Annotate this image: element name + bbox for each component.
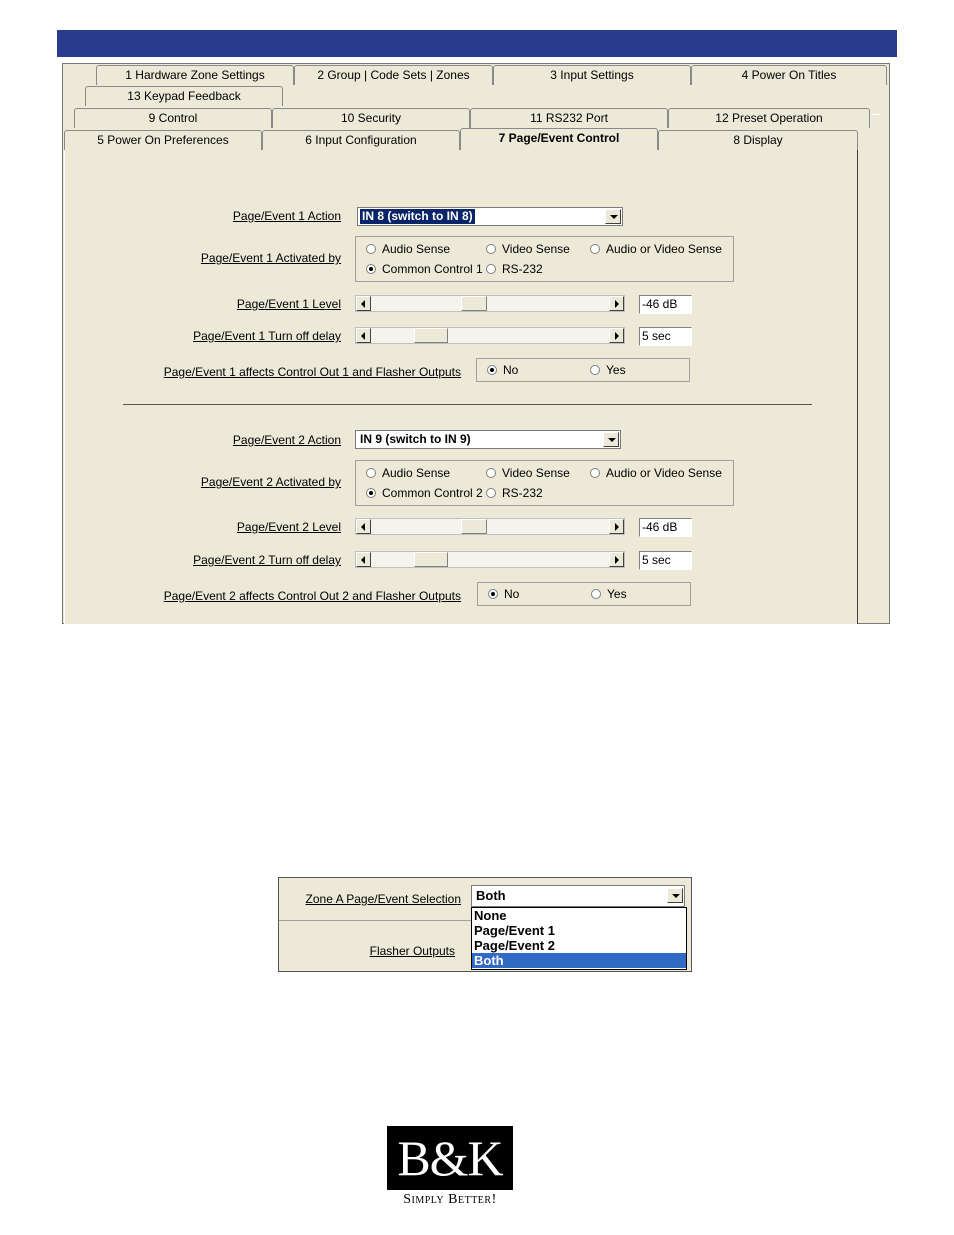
event2-delay-slider[interactable] [355, 551, 625, 568]
arrow-right-icon[interactable] [609, 328, 624, 343]
event1-action-select[interactable] [357, 207, 623, 226]
event2-activated-label: Page/Event 2 Activated by [200, 475, 341, 489]
event1-radio-rs232[interactable]: RS-232 [486, 262, 543, 276]
tab-input-settings[interactable]: 3 Input Settings [493, 65, 691, 85]
event2-level-label: Page/Event 2 Level [236, 520, 341, 534]
event1-affects-yes[interactable]: Yes [590, 363, 626, 377]
chevron-down-icon[interactable] [603, 432, 619, 447]
zone-selection-label: Zone A Page/Event Selection [305, 892, 461, 906]
chevron-down-icon[interactable] [667, 888, 683, 903]
flasher-outputs-label: Flasher Outputs [369, 944, 455, 958]
header-bar [57, 30, 897, 57]
radio-icon [590, 244, 600, 254]
event1-radio-video-sense[interactable]: Video Sense [486, 242, 570, 256]
event1-affects-group [476, 358, 690, 382]
section-divider [123, 404, 812, 405]
event2-radio-common-control[interactable]: Common Control 2 [366, 486, 483, 500]
event1-action-value: IN 8 (switch to IN 8) [362, 209, 473, 223]
radio-selected-icon [366, 488, 376, 498]
event2-affects-group [477, 582, 691, 606]
zone-selection-list [471, 907, 687, 970]
tab-security[interactable]: 10 Security [272, 108, 470, 128]
tab-power-on-preferences[interactable]: 5 Power On Preferences [64, 130, 262, 150]
tab-rs232-port[interactable]: 11 RS232 Port [470, 108, 668, 128]
radio-selected-icon [487, 365, 497, 375]
arrow-left-icon[interactable] [356, 296, 371, 311]
radio-icon [590, 365, 600, 375]
event1-level-label: Page/Event 1 Level [236, 297, 341, 311]
event1-action-label: Page/Event 1 Action [232, 209, 341, 223]
event2-action-label: Page/Event 2 Action [232, 433, 341, 447]
event2-delay-label: Page/Event 2 Turn off delay [193, 553, 341, 567]
tab-page-event-control[interactable]: 7 Page/Event Control [460, 128, 658, 150]
list-option-none[interactable]: None [474, 908, 507, 923]
event1-delay-slider[interactable] [355, 327, 625, 344]
radio-icon [486, 468, 496, 478]
event2-delay-value[interactable]: 5 sec [639, 551, 692, 570]
arrow-left-icon[interactable] [356, 519, 371, 534]
zone-selection-value: Both [476, 888, 506, 903]
radio-icon [366, 468, 376, 478]
tab-preset-operation[interactable]: 12 Preset Operation [668, 108, 870, 128]
tab-keypad-feedback[interactable]: 13 Keypad Feedback [85, 86, 283, 106]
radio-icon [590, 468, 600, 478]
list-option-page-event-1[interactable]: Page/Event 1 [474, 923, 555, 938]
event2-radio-audio-sense[interactable]: Audio Sense [366, 466, 450, 480]
event1-level-slider[interactable] [355, 295, 625, 312]
arrow-left-icon[interactable] [356, 552, 371, 567]
radio-selected-icon [366, 264, 376, 274]
arrow-right-icon[interactable] [609, 552, 624, 567]
event2-affects-no[interactable]: No [488, 587, 519, 601]
event1-radio-audio-or-video[interactable]: Audio or Video Sense [590, 242, 722, 256]
event1-radio-audio-sense[interactable]: Audio Sense [366, 242, 450, 256]
event1-activated-label: Page/Event 1 Activated by [200, 251, 341, 265]
radio-icon [591, 589, 601, 599]
radio-selected-icon [488, 589, 498, 599]
event2-radio-rs232[interactable]: RS-232 [486, 486, 543, 500]
slider-thumb[interactable] [461, 519, 487, 534]
divider [279, 920, 471, 921]
arrow-left-icon[interactable] [356, 328, 371, 343]
event1-delay-value[interactable]: 5 sec [639, 327, 692, 346]
event2-affects-yes[interactable]: Yes [591, 587, 627, 601]
event1-activated-group [355, 236, 734, 282]
event1-delay-label: Page/Event 1 Turn off delay [193, 329, 341, 343]
event2-action-select[interactable] [355, 430, 621, 449]
event2-action-value: IN 9 (switch to IN 9) [360, 432, 471, 446]
slider-thumb[interactable] [414, 328, 448, 343]
event2-level-slider[interactable] [355, 518, 625, 535]
tab-power-on-titles[interactable]: 4 Power On Titles [691, 65, 887, 85]
event1-radio-common-control[interactable]: Common Control 1 [366, 262, 483, 276]
slider-thumb[interactable] [414, 552, 448, 567]
event1-affects-label: Page/Event 1 affects Control Out 1 and Flasher Outputs [163, 365, 461, 379]
event2-radio-audio-or-video[interactable]: Audio or Video Sense [590, 466, 722, 480]
arrow-right-icon[interactable] [609, 296, 624, 311]
tab-hardware-zone-settings[interactable]: 1 Hardware Zone Settings [96, 65, 294, 85]
radio-icon [486, 488, 496, 498]
zone-selection-panel [278, 877, 692, 972]
arrow-right-icon[interactable] [609, 519, 624, 534]
event1-level-value[interactable]: -46 dB [639, 295, 692, 314]
event2-affects-label: Page/Event 2 affects Control Out 2 and Flasher Outputs [163, 589, 461, 603]
event2-activated-group [355, 460, 734, 506]
tab-group-code-sets-zones[interactable]: 2 Group | Code Sets | Zones [294, 65, 493, 85]
event2-radio-video-sense[interactable]: Video Sense [486, 466, 570, 480]
tab-stack-edge [881, 64, 890, 624]
radio-icon [486, 244, 496, 254]
radio-icon [486, 264, 496, 274]
tab-control[interactable]: 9 Control [74, 108, 272, 128]
brand-tagline: Simply Better! [403, 1192, 497, 1207]
tab-display[interactable]: 8 Display [658, 130, 858, 150]
zone-selection-select[interactable] [471, 885, 685, 907]
event2-level-value[interactable]: -46 dB [639, 518, 692, 537]
chevron-down-icon[interactable] [605, 209, 621, 224]
list-option-page-event-2[interactable]: Page/Event 2 [474, 938, 555, 953]
brand-logo: B&K [387, 1126, 513, 1190]
radio-icon [366, 244, 376, 254]
event1-affects-no[interactable]: No [487, 363, 518, 377]
slider-thumb[interactable] [461, 296, 487, 311]
tab-input-configuration[interactable]: 6 Input Configuration [262, 130, 460, 150]
list-option-both[interactable]: Both [472, 953, 686, 968]
